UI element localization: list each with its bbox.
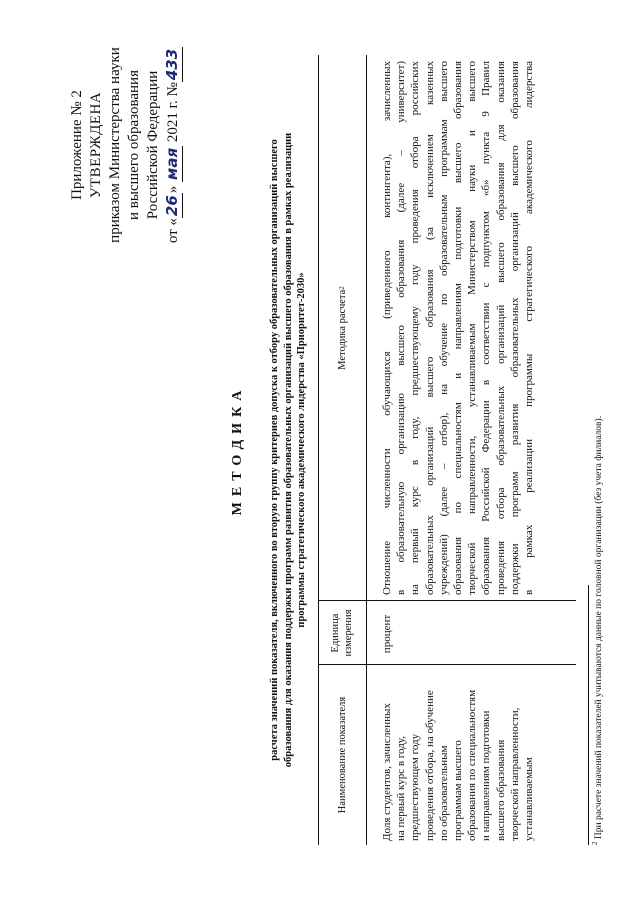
footnote-divider	[588, 585, 589, 845]
method-line: в рамках реализации программы стратегического академического лидерства	[523, 61, 536, 595]
name-line: на первый курс в году,	[395, 736, 408, 841]
method-line: образовательных организаций высшего образования (за исключением казенных	[423, 61, 436, 595]
name-line: и направлениям подготовки	[480, 710, 493, 841]
method-line: в образовательную организацию высшего образования (далее – университет)	[395, 61, 408, 595]
name-line: предшествующем году	[409, 733, 422, 841]
header-method: Методика расчета 2	[336, 286, 348, 370]
appendix-label: Приложение № 2	[69, 90, 85, 200]
header-name: Наименование показателя	[336, 696, 348, 814]
approval-line-3: Российской Федерации	[145, 70, 161, 220]
subtitle-line: образования для оказания поддержки программ развития образовательных организаций высшего образования в рамках реализации	[282, 132, 294, 768]
name-line: по образовательным	[437, 745, 450, 841]
subtitle-line: расчета значений показателя, включенного во вторую группу критериев допуска к отбору образовательных организаций высшего	[269, 139, 280, 761]
title-block	[230, 55, 309, 845]
document-subtitle	[268, 55, 309, 845]
unit-cell: процент	[381, 614, 393, 654]
date-month: мая	[163, 147, 181, 180]
subtitle-line: программы стратегического академического лидерства «Приоритет-2030»	[296, 272, 307, 628]
footnote	[590, 55, 605, 845]
footnote-text: При расчете значений показателей учитываются данные по головной организации (без учета филиалов).	[594, 415, 604, 840]
approval-stamp	[68, 25, 183, 265]
name-line: программам высшего	[452, 740, 465, 841]
approval-line-1: приказом Министерства науки	[107, 47, 123, 243]
name-line: высшего образования	[494, 739, 507, 841]
table-header-border	[366, 55, 367, 845]
method-line: Отношение численности обучающихся (приведенного контингента), зачисленных	[381, 61, 393, 595]
method-line: образования по специальностям и направлениям подготовки высшего образования	[452, 61, 465, 595]
method-line: образования Российской Федерации в соответствии с подпунктом «б» пункта 9 Правил	[480, 61, 493, 595]
name-line: проведения отбора, на обучение	[423, 690, 436, 841]
footnote-number: 2	[590, 841, 599, 845]
approval-date	[163, 25, 183, 265]
header-unit: Единица измерения	[330, 609, 354, 657]
indicator-name-cell	[380, 669, 536, 841]
date-day: 26	[163, 195, 181, 217]
method-cell	[380, 61, 536, 595]
method-line: поддержки программ развития образовательных организаций высшего образования	[508, 61, 521, 595]
methodology-table	[318, 55, 576, 845]
date-prefix: от «	[165, 218, 181, 244]
method-line: проведения отбора образовательных организаций высшего образования для оказания	[494, 61, 507, 595]
method-line: на первый курс в году, предшествующему году проведения отбора российских	[409, 61, 422, 595]
name-line: образования по специальностям	[466, 689, 479, 841]
name-line: творческой направленности,	[508, 707, 521, 841]
name-line: устанавливаемым	[523, 757, 536, 841]
document-title: МЕТОДИКА	[230, 384, 245, 516]
approved-label: УТВЕРЖДЕНА	[88, 91, 104, 199]
date-year: 2021 г. №	[165, 82, 181, 143]
header-method-label: Методика расчета	[336, 289, 348, 370]
method-line: учреждений) (далее – отбор), на обучение по образовательным программам высшего	[437, 61, 450, 595]
name-line: Доля студентов, зачисленных	[381, 703, 393, 841]
approval-line-2: и высшего образования	[126, 70, 142, 220]
doc-number: 433	[163, 48, 181, 81]
date-mid: »	[165, 185, 181, 194]
method-line: творческой направленности, устанавливаемым Министерством науки и высшего	[466, 61, 479, 595]
